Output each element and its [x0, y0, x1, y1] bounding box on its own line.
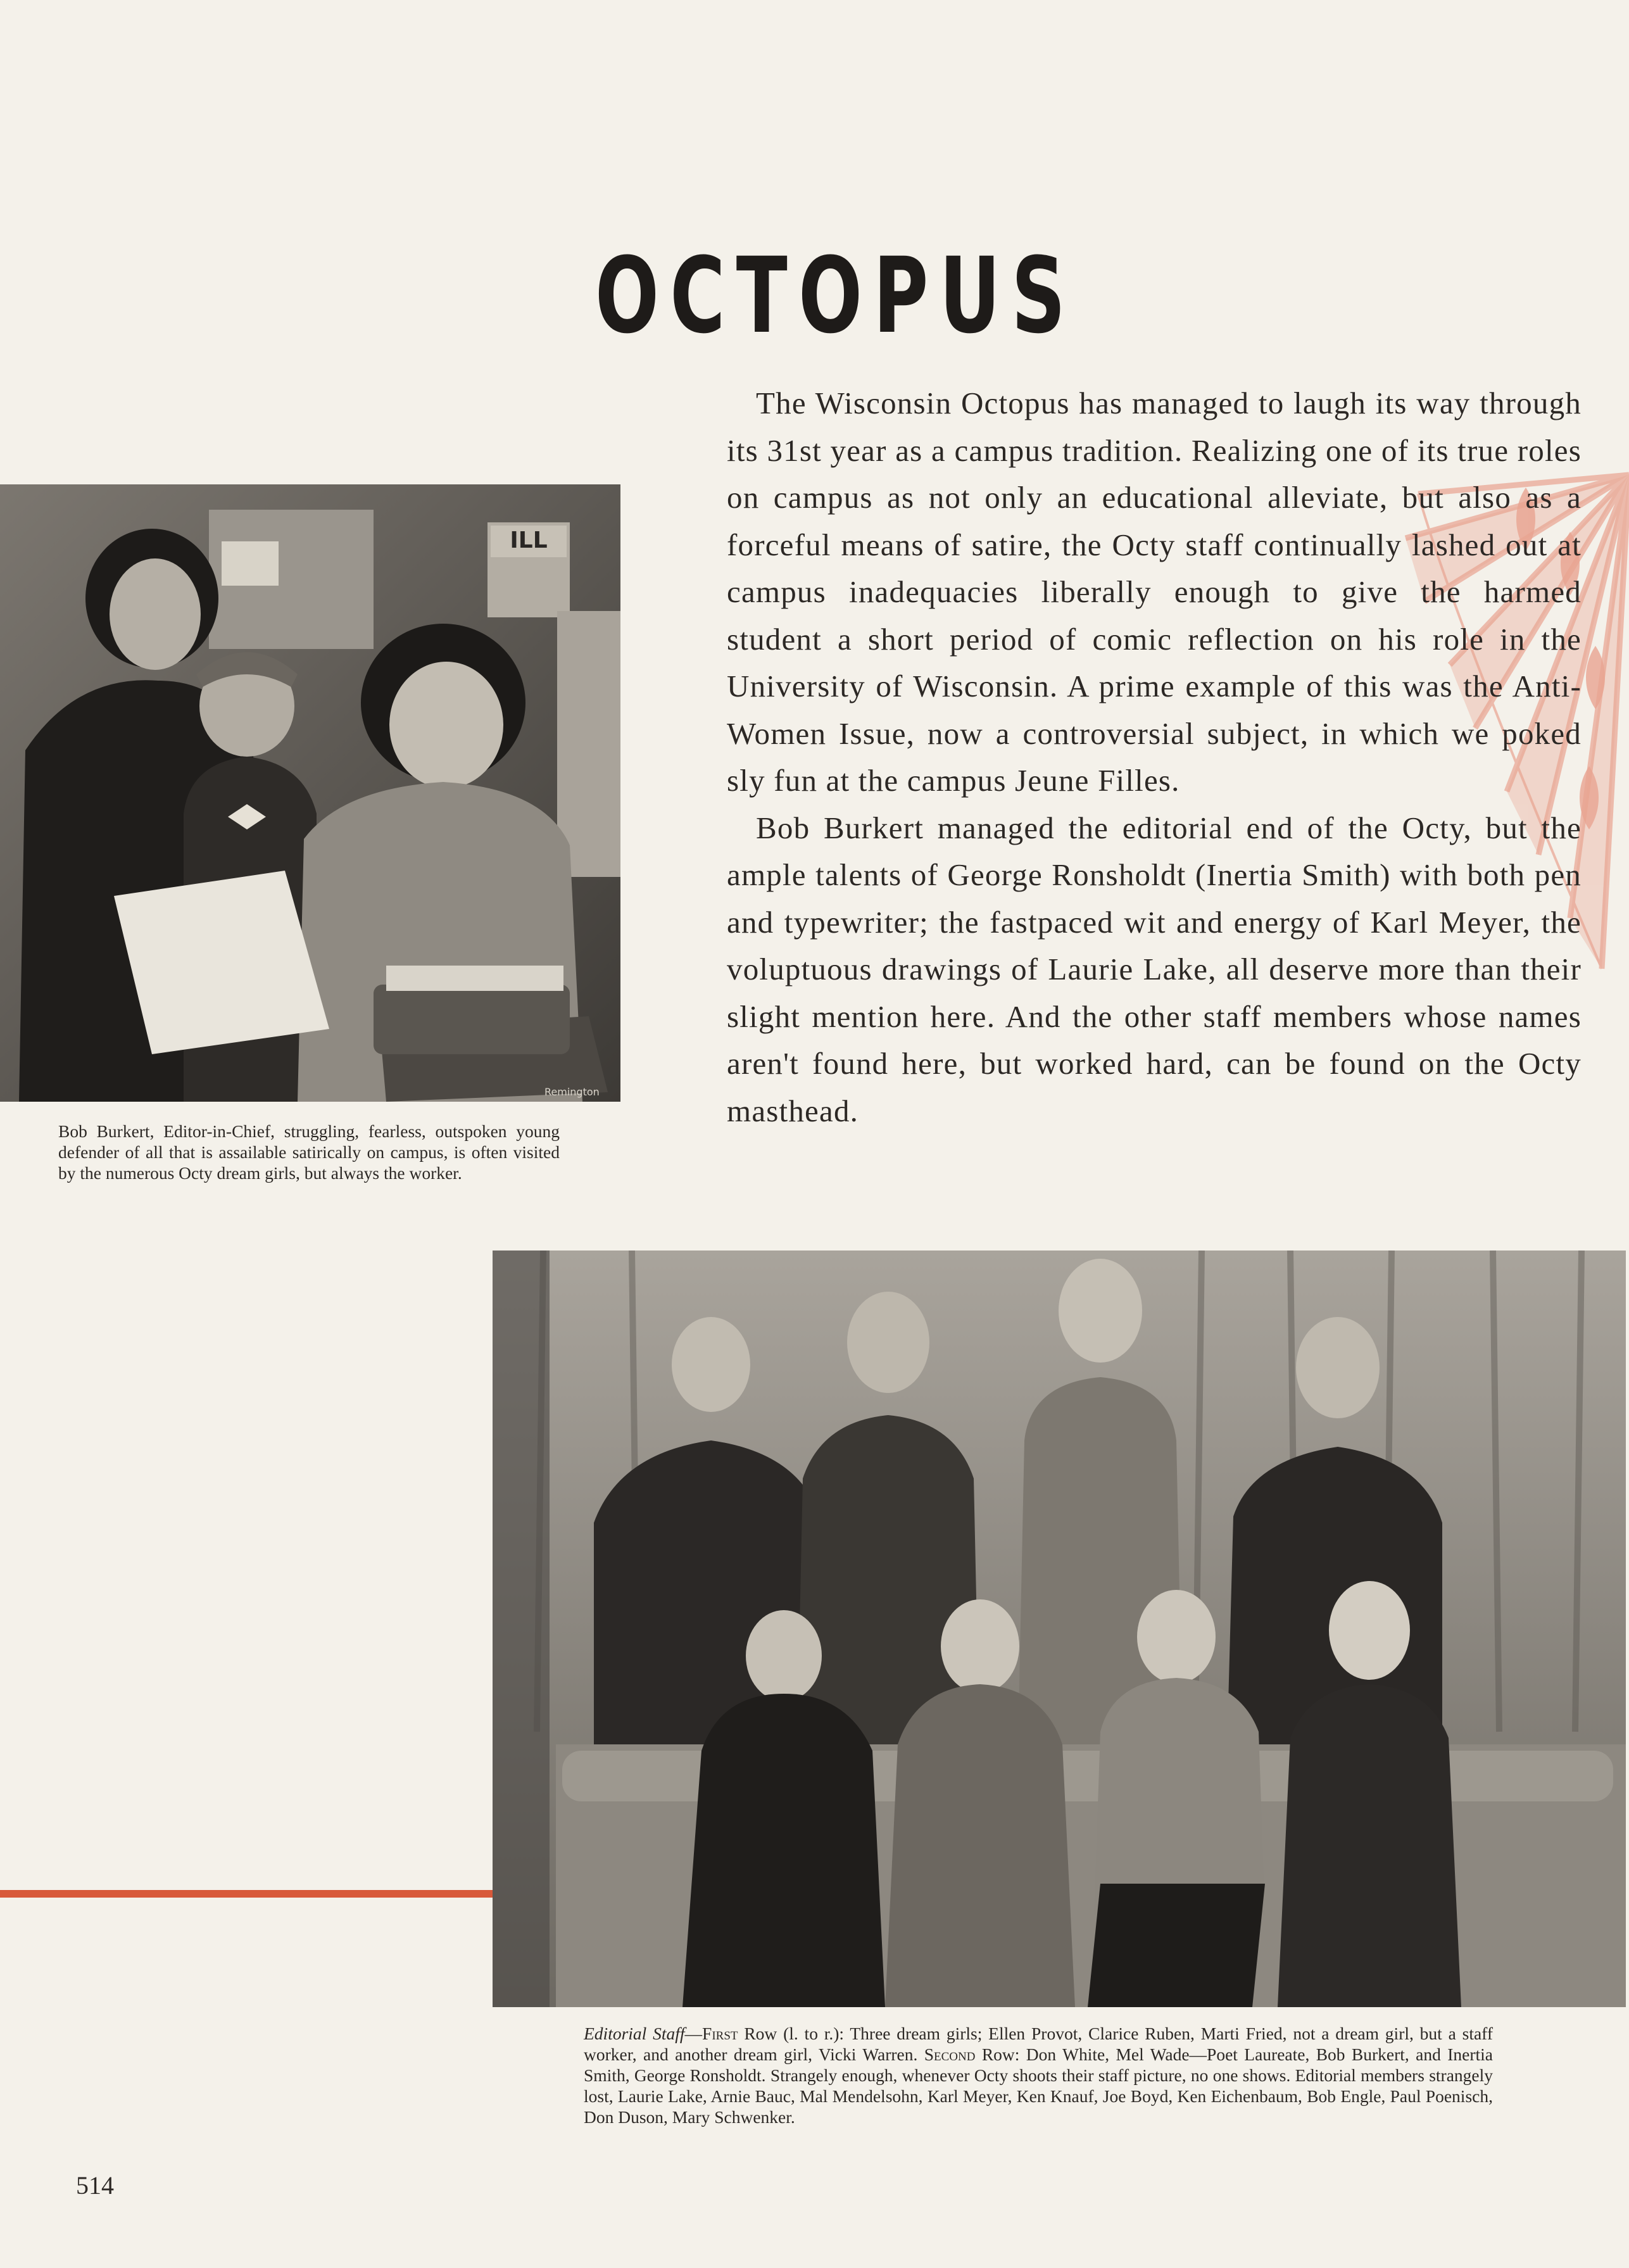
photo-caption-staff	[584, 2023, 1493, 2127]
page-number: 514	[76, 2171, 114, 2200]
wall-sign-text: ILL	[510, 527, 548, 553]
second-row-label: Second	[924, 2044, 976, 2064]
article-paragraph-2: Bob Burkert managed the editorial end of the Octy, but the ample talents of George Ronsholdt (Inertia Smith) with both pen and typewriter; the fastpaced wit and energy of Karl Meyer, the voluptuous drawings of Laurie Lake, all deserve more than their slight mention here. And the other staff members whose names aren't found here, but worked hard, can be found on the Octy masthead.	[727, 810, 1582, 1128]
photo-caption-editor: Bob Burkert, Editor-in-Chief, struggling, fearless, outspoken young defender of all that is assailable satirically on campus, is often visited by the numerous Octy dream girls, but always the worker.	[58, 1121, 560, 1183]
first-row-text: Row (l. to r.): Three dream girls; Ellen Provot, Clarice Ruben, Marti Fried, not a dream girl, but a staff worker, and another dream girl, Vicki Warren.	[584, 2024, 1493, 2064]
second-row-text: Row: Don White, Mel Wade—Poet Laureate, Bob Burkert, and Inertia Smith, George Ronsholdt. Strangely enough, whenever Octy shoots their staff picture, no one shows. Editorial members strangely lost, Laurie Lake, Arnie Bauc, Mal Mendelsohn, Karl Meyer, Ken Knauf, Joe Boyd, Ken Eichenbaum, Bob Engle, Paul Poenisch, Don Duson, Mary Schwenker.	[584, 2044, 1493, 2127]
editorial-staff-photo	[493, 1251, 1626, 2007]
caption-lead: Editorial Staff	[584, 2024, 685, 2043]
article-body	[727, 380, 1582, 1135]
article-paragraph-1: The Wisconsin Octopus has managed to laugh its way through its 31st year as a campus tradition. Realizing one of its true roles on campus as not only an educational alleviate, but also as a forceful means of satire, the Octy staff continually lashed out at campus inadequacies liberally enough to give the harmed student a short period of comic reflection on his role in the University of Wisconsin. A prime example of this was the Anti-Women Issue, now a controversial subject, in which we poked sly fun at the campus Jeune Filles.	[727, 386, 1582, 798]
editor-office-photo	[0, 484, 620, 1102]
accent-rule	[0, 1890, 493, 1898]
typewriter-brand-text: Remington	[544, 1086, 600, 1098]
caption-dash: —	[684, 2024, 703, 2043]
first-row-label: First	[702, 2024, 738, 2043]
page-title: OCTOPUS	[595, 235, 1077, 356]
